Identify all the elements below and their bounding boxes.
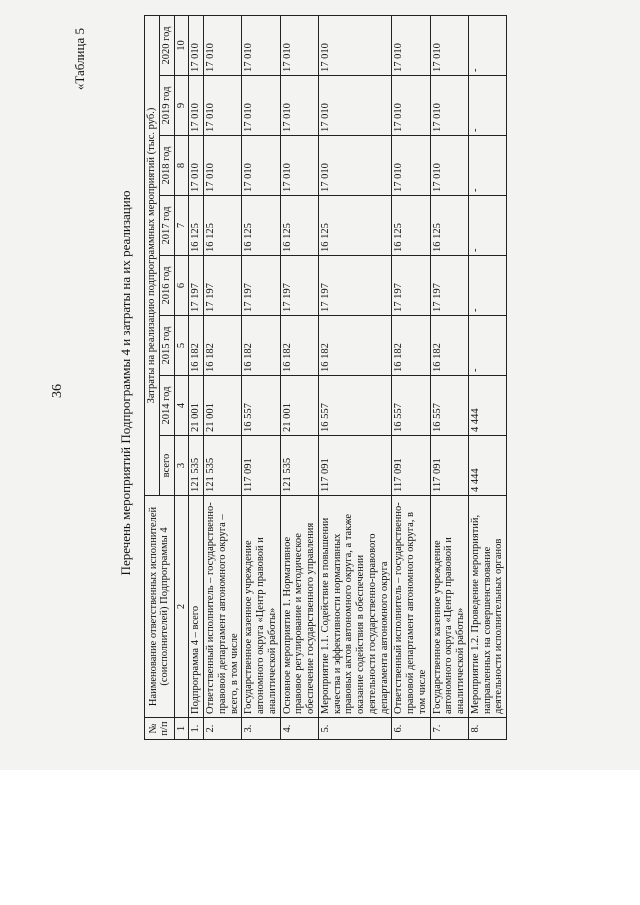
row-year-value: 17 010 (189, 136, 204, 196)
costs-table (144, 15, 507, 740)
row-name: Мероприятие 1.2. Проведение мероприятий, направленных на совершенствование деятельности исполнительных органов (468, 496, 506, 718)
row-number: 4. (280, 718, 318, 740)
header-year: 2016 год (159, 256, 174, 316)
row-year-value: - (468, 76, 506, 136)
table-body (174, 16, 507, 740)
column-number: 2 (174, 496, 189, 718)
row-year-value: 21 001 (204, 376, 242, 436)
row-number: 6. (392, 718, 430, 740)
row-year-value: 16 557 (318, 376, 392, 436)
row-year-value: 21 001 (189, 376, 204, 436)
column-number: 7 (174, 196, 189, 256)
row-year-value: 17 010 (189, 76, 204, 136)
row-name: Ответственный исполнитель – государственно-правовой департамент автономного округа, в том числе (392, 496, 430, 718)
table-row (189, 16, 204, 740)
row-year-value: 16 182 (242, 316, 280, 376)
row-year-value: 16 125 (318, 196, 392, 256)
row-year-value: 17 197 (430, 256, 468, 316)
rotated-document-page (10, 8, 630, 758)
row-year-value: 16 557 (242, 376, 280, 436)
table-row (280, 16, 318, 740)
row-year-value: - (468, 316, 506, 376)
table-row (430, 16, 468, 740)
table-row (242, 16, 280, 740)
column-number-row (174, 16, 189, 740)
row-year-value: 17 010 (392, 16, 430, 76)
column-number: 9 (174, 76, 189, 136)
row-year-value: 17 010 (280, 76, 318, 136)
table-head (145, 16, 175, 740)
row-year-value: 17 010 (392, 136, 430, 196)
row-year-value: 16 557 (430, 376, 468, 436)
row-year-value: 17 010 (204, 16, 242, 76)
row-year-value: 17 010 (318, 16, 392, 76)
row-total-value: 121 535 (280, 436, 318, 496)
table-row (204, 16, 242, 740)
column-number: 1 (174, 718, 189, 740)
row-year-value: 16 182 (318, 316, 392, 376)
row-total-value: 117 091 (392, 436, 430, 496)
column-number: 6 (174, 256, 189, 316)
row-number: 2. (204, 718, 242, 740)
row-name: Подпрограмма 4 – всего (189, 496, 204, 718)
column-number: 5 (174, 316, 189, 376)
row-year-value: - (468, 196, 506, 256)
table-row (318, 16, 392, 740)
row-year-value: 17 197 (204, 256, 242, 316)
row-total-value: 4 444 (468, 436, 506, 496)
row-year-value: 16 182 (189, 316, 204, 376)
row-year-value: 21 001 (280, 376, 318, 436)
row-total-value: 121 535 (204, 436, 242, 496)
row-year-value: 16 125 (392, 196, 430, 256)
row-year-value: 16 182 (204, 316, 242, 376)
row-year-value: 16 125 (204, 196, 242, 256)
row-number: 8. (468, 718, 506, 740)
header-costs: Затраты на реализацию подпрограммных мероприятий (тыс. руб.) (145, 16, 160, 496)
row-year-value: 16 182 (430, 316, 468, 376)
row-year-value: 4 444 (468, 376, 506, 436)
column-number: 10 (174, 16, 189, 76)
row-year-value: 16 125 (189, 196, 204, 256)
row-year-value: 16 557 (392, 376, 430, 436)
row-number: 1. (189, 718, 204, 740)
page-number: 36 (50, 384, 65, 398)
header-no: № п/п (145, 718, 175, 740)
row-name: Мероприятие 1.1. Содействие в повышении качества и эффективности нормативных правовых актов автономного округа, а также оказание содействия в обеспечении деятельности государственно-правового департамента автономного округа (318, 496, 392, 718)
header-year: 2017 год (159, 196, 174, 256)
row-year-value: 16 182 (392, 316, 430, 376)
row-year-value: - (468, 16, 506, 76)
row-year-value: 17 010 (242, 76, 280, 136)
row-year-value: 17 010 (204, 76, 242, 136)
row-year-value: 17 197 (189, 256, 204, 316)
row-year-value: 17 197 (242, 256, 280, 316)
row-total-value: 121 535 (189, 436, 204, 496)
row-total-value: 117 091 (430, 436, 468, 496)
row-year-value: 16 125 (430, 196, 468, 256)
row-number: 7. (430, 718, 468, 740)
row-year-value: - (468, 136, 506, 196)
row-year-value: 16 182 (280, 316, 318, 376)
row-total-value: 117 091 (318, 436, 392, 496)
row-year-value: 17 010 (280, 136, 318, 196)
row-year-value: 17 197 (392, 256, 430, 316)
row-name: Государственное казенное учреждение автономного округа «Центр правовой и аналитической работы» (242, 496, 280, 718)
scan-margin (0, 770, 640, 905)
row-year-value: 17 010 (430, 136, 468, 196)
row-year-value: 17 010 (280, 16, 318, 76)
row-year-value: 17 010 (189, 16, 204, 76)
header-year: 2019 год (159, 76, 174, 136)
header-year: 2014 год (159, 376, 174, 436)
row-year-value: 17 010 (318, 136, 392, 196)
row-year-value: 17 010 (242, 16, 280, 76)
table-label: «Таблица 5 (72, 28, 87, 91)
header-total: всего (159, 436, 174, 496)
row-year-value: 17 010 (242, 136, 280, 196)
header-name: Наименование ответственных исполнителей (соисполнителей) Подпрограммы 4 (145, 496, 175, 718)
row-year-value: 17 197 (318, 256, 392, 316)
row-year-value: 17 010 (430, 16, 468, 76)
row-year-value: 17 197 (280, 256, 318, 316)
row-year-value: 17 010 (318, 76, 392, 136)
row-number: 5. (318, 718, 392, 740)
row-year-value: 17 010 (392, 76, 430, 136)
row-year-value: 17 010 (204, 136, 242, 196)
row-year-value: 17 010 (430, 76, 468, 136)
table-caption: Перечень мероприятий Подпрограммы 4 и затраты на их реализацию (118, 190, 133, 576)
row-year-value: 16 125 (242, 196, 280, 256)
row-year-value: 16 125 (280, 196, 318, 256)
column-number: 4 (174, 376, 189, 436)
row-total-value: 117 091 (242, 436, 280, 496)
header-year: 2015 год (159, 316, 174, 376)
row-name: Основное мероприятие 1. Нормативное правовое регулирование и методическое обеспечение государственного управления (280, 496, 318, 718)
row-number: 3. (242, 718, 280, 740)
table-row (468, 16, 506, 740)
column-number: 3 (174, 436, 189, 496)
row-name: Государственное казенное учреждение автономного округа «Центр правовой и аналитической работы» (430, 496, 468, 718)
table-row (392, 16, 430, 740)
row-name: Ответственный исполнитель – государственно-правовой департамент автономного округа – всего, в том числе (204, 496, 242, 718)
column-number: 8 (174, 136, 189, 196)
row-year-value: - (468, 256, 506, 316)
header-year: 2020 год (159, 16, 174, 76)
header-year: 2018 год (159, 136, 174, 196)
